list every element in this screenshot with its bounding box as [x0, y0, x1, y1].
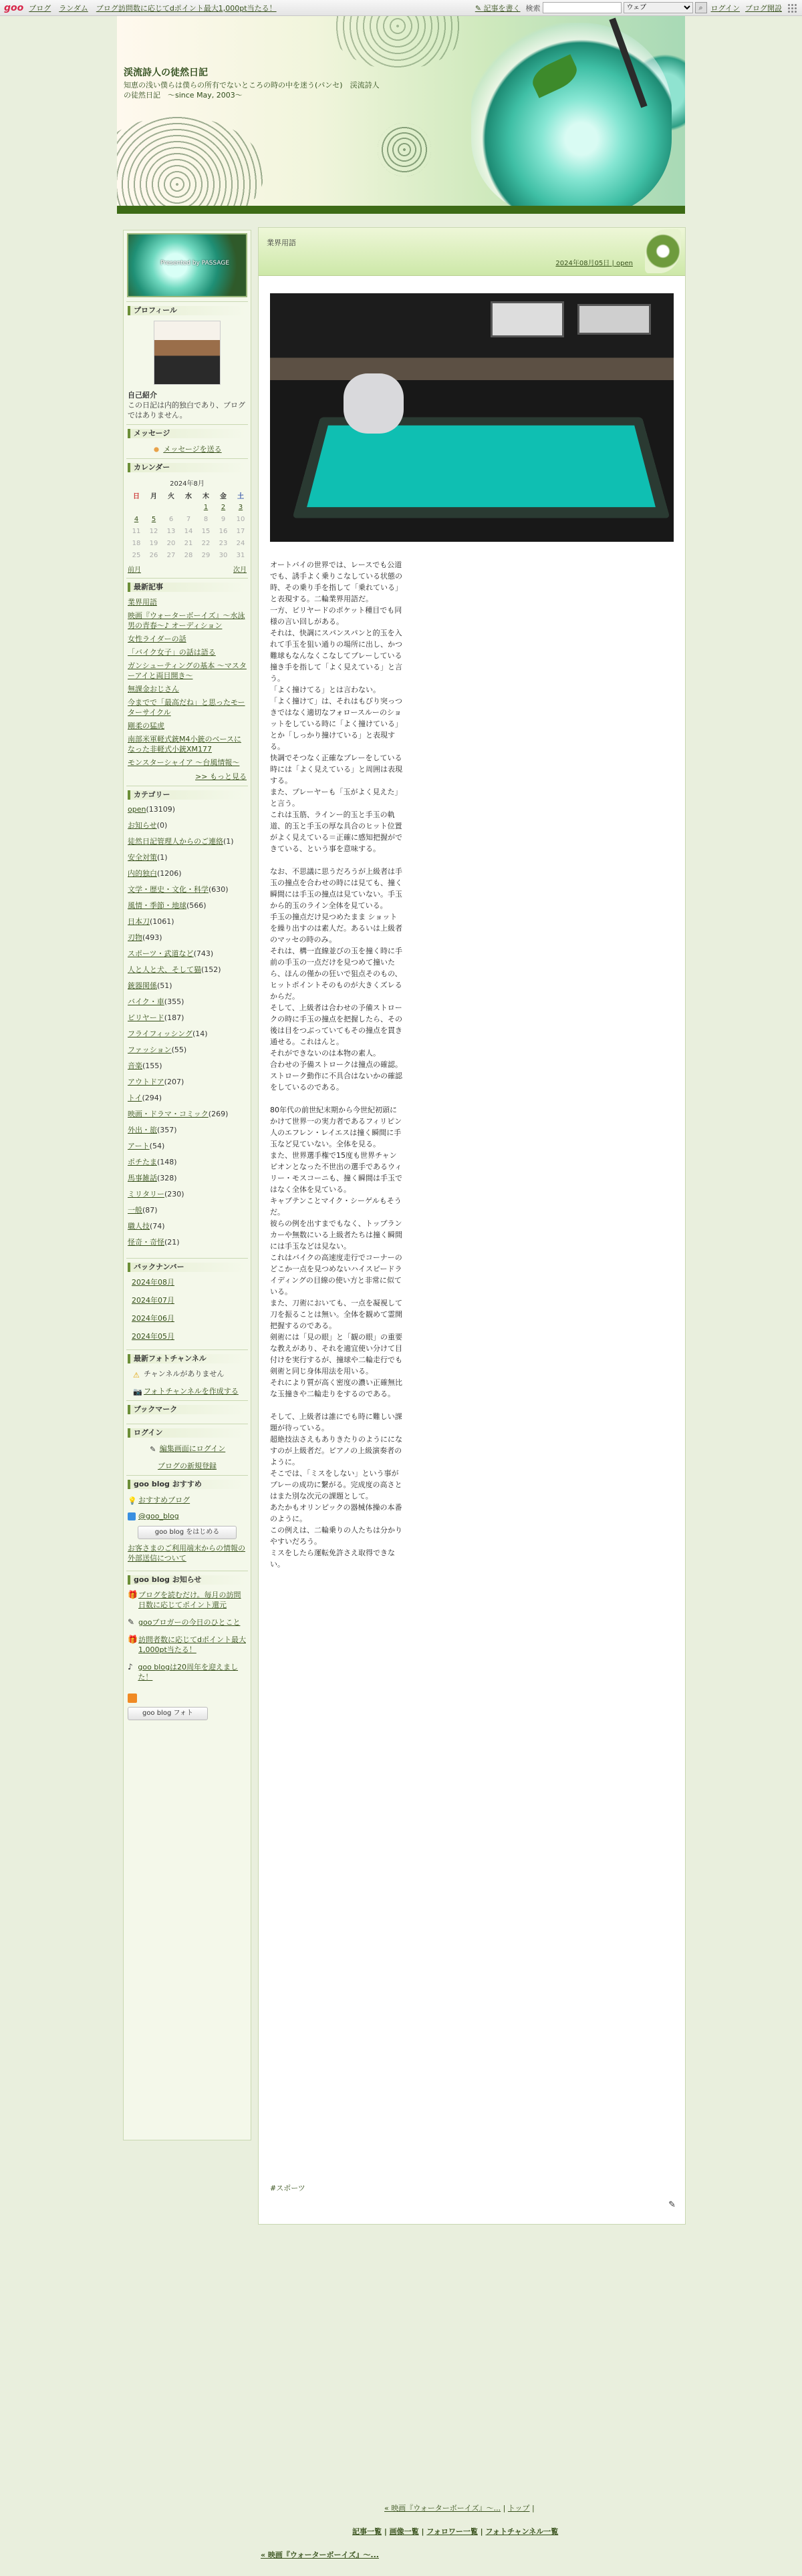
calendar-day [145, 501, 162, 513]
category-link[interactable]: ファッション [128, 1045, 172, 1054]
category-item [128, 1142, 247, 1151]
backnumber-link[interactable]: 2024年05月 [132, 1332, 174, 1341]
calendar-week [128, 525, 249, 537]
calendar-day: 28 [184, 551, 193, 559]
calendar-day: 16 [219, 527, 228, 535]
search-label: 検索 [525, 3, 541, 13]
calendar-day: 18 [132, 539, 141, 547]
profile-widget [126, 301, 248, 424]
category-count: (630) [209, 885, 229, 894]
blog-title[interactable]: 渓流詩人の徒然日記 [124, 67, 208, 78]
global-nav-bar [0, 0, 802, 16]
category-link[interactable]: フライフィッシング [128, 1029, 192, 1038]
recent-post-link[interactable]: 剛柔の猛虎 [128, 721, 164, 730]
create-photo-channel-link[interactable] [133, 1386, 247, 1396]
category-count: (294) [142, 1094, 162, 1102]
person-icon [152, 446, 160, 454]
news-item-label: gooブロガーの今日のひとこと [138, 1618, 241, 1627]
news-heading: goo blog お知らせ [128, 1575, 247, 1585]
news-item[interactable] [128, 1662, 247, 1685]
recommend-blog-label: おすすめブログ [138, 1496, 190, 1504]
calendar-day: 17 [236, 527, 245, 535]
category-count: (566) [186, 901, 207, 910]
bulb-icon: 💡 [128, 1496, 137, 1505]
calendar-day: 10 [236, 515, 245, 523]
photo-channel-empty-label: チャンネルがありません [144, 1370, 225, 1378]
recent-post-link[interactable]: 業界用語 [128, 598, 157, 607]
write-post-label: 記事を書く [483, 3, 521, 13]
category-link[interactable]: 風情・季節・地球 [128, 901, 186, 910]
camera-icon: 📷 [133, 1388, 142, 1396]
login-link[interactable]: ログイン [710, 3, 740, 13]
recent-post-link[interactable]: 今までで「最高だね」と思ったモーターサイクル [128, 698, 245, 717]
write-post-link[interactable]: ✎ 記事を書く [475, 3, 521, 13]
send-message-link[interactable] [128, 444, 247, 454]
calendar-heading: カレンダー [128, 463, 247, 472]
news-item-label: 訪問者数に応じてdポイント最大1,000pt当たる！ [138, 1635, 246, 1654]
calendar-week [128, 549, 249, 561]
calendar-weekday: 木 [203, 492, 209, 500]
calendar-day [180, 501, 197, 513]
calendar-weekday: 水 [185, 492, 192, 500]
leaf-decoration [645, 229, 681, 273]
calendar-day [162, 501, 180, 513]
profile-intro-text: この日記は内的独白であり、ブログではありません。 [128, 401, 245, 420]
category-item [128, 1238, 247, 1247]
lace-pattern [117, 116, 264, 214]
category-item [128, 949, 247, 959]
calendar-weekday: 土 [237, 492, 244, 500]
new-blog-link[interactable]: ブログの新規登録 [158, 1462, 217, 1470]
edit-pencil-icon[interactable]: ✎ [668, 2200, 676, 2210]
category-item [128, 933, 247, 943]
calendar-day: 7 [186, 515, 191, 523]
category-link[interactable]: アート [128, 1142, 150, 1150]
calendar-day: 22 [201, 539, 211, 547]
article-title[interactable]: 業界用語 [267, 238, 296, 247]
article [258, 227, 686, 2225]
category-item [128, 885, 247, 895]
calendar-weekday: 月 [150, 492, 157, 500]
category-item [128, 853, 247, 862]
message-heading: メッセージ [128, 429, 247, 438]
blog-description: 知恵の浅い僕らは僕らの所有でないところの時の中を迷う(パンセ) 渓流詩人の徒然日記 ～since May, 2003～ [124, 81, 380, 100]
calendar-day: 21 [184, 539, 193, 547]
pencil-icon: ✎ [128, 1617, 135, 1627]
category-count: (207) [164, 1078, 184, 1086]
category-item [128, 1206, 247, 1215]
profile-banner-caption: Presented by PASSAGE [160, 260, 230, 267]
category-link[interactable]: トイ [128, 1094, 142, 1102]
article-paragraph: オートバイの世界では、レースでも公道でも、誘手よく乗りこなしている状態の時、その乗り手を指して「乗れている」と表現する。二輪業界用語だ。 一方、ビリヤードのポケット種目でも同様の言い回しがある。 それは、快調にスパンスパンと的玉を入れて手玉を狙い通りの場所に出し、かつ難球もなんなくこなしてプレーしている撞き手を指して「よく見えている」と言う。 「よく撞けてる」とは言わない。 「よく撞けて」は、それはもびり突っつきではなく適切なフォロースルーのショットをしている時に「よく撞けている」とか「しっかり撞けている」と表現する。 快調でそつなく正確なプレーをしている時には「よく見えている」と周囲は表現する。 また、プレーヤーも「玉がよく見えた」と言う。 これは玉筋、ラインー的玉と手玉の軌道、的玉と手玉の厚な具合のヒット位置がよく見えている＝正確に感知把握ができている、という事を意味する。 [270, 560, 402, 853]
category-item [128, 1174, 247, 1183]
category-count: (230) [164, 1190, 184, 1198]
recent-post-link[interactable]: ガンシューティングの基本 ～マスターアイと両目開き～ [128, 661, 247, 680]
category-link[interactable]: 安全対策 [128, 853, 157, 862]
search-scope-select[interactable] [624, 2, 693, 13]
category-item [128, 917, 247, 927]
category-link[interactable]: 外出・旅 [128, 1126, 157, 1134]
category-count: (1) [223, 837, 234, 846]
category-link[interactable]: 刃物 [128, 933, 142, 942]
bottom-prev-post-link[interactable]: « 映画『ウォーターボーイズ』～... [261, 2551, 379, 2559]
category-item [128, 1029, 247, 1039]
photo-channel-list-link[interactable]: フォトチャンネル一覧 [485, 2527, 559, 2536]
gift-icon: 🎁 [128, 1635, 138, 1644]
category-count: (0) [156, 821, 168, 830]
login-widget [126, 1424, 248, 1475]
prev-post-link[interactable]: « 映画『ウォーターボーイズ』～... [384, 2504, 501, 2513]
news-item-label: ブログを読むだけ。毎月の訪問日数に応じてポイント還元 [138, 1591, 241, 1609]
category-link[interactable]: 職人技 [128, 1222, 150, 1231]
article-tag[interactable]: #スポーツ [270, 2184, 305, 2193]
news-item[interactable] [128, 1617, 247, 1631]
category-count: (152) [201, 965, 221, 974]
category-item [128, 1190, 247, 1199]
player-image [344, 373, 404, 434]
profile-intro-label: 自己紹介 [128, 391, 157, 399]
avatar [154, 321, 221, 385]
category-link[interactable]: バイク・車 [128, 997, 164, 1006]
category-count: (493) [142, 933, 162, 942]
recommend-blog-link[interactable] [128, 1494, 247, 1505]
recent-posts-widget [126, 578, 248, 786]
send-message-label: メッセージを送る [163, 445, 222, 454]
category-item [128, 981, 247, 991]
nav-random-link[interactable]: ランダム [59, 3, 88, 13]
calendar-day[interactable]: 3 [238, 503, 243, 511]
search-button[interactable] [695, 2, 707, 13]
category-item [128, 965, 247, 975]
calendar-day: 12 [149, 527, 158, 535]
blog-header [117, 16, 685, 214]
recent-post-link[interactable]: 映画『ウォーターボーイズ』～水泳男の青春～♪ オーディション [128, 611, 245, 630]
article-category-link[interactable]: open [616, 260, 633, 267]
category-count: (269) [208, 1110, 229, 1118]
calendar-next-link[interactable]: 次月 [233, 567, 247, 574]
category-item [128, 901, 247, 911]
calendar-day: 11 [132, 527, 141, 535]
calendar-day: 20 [166, 539, 176, 547]
category-count: (55) [171, 1045, 187, 1054]
goo-blog-photo-button[interactable]: goo blog フォト [128, 1707, 208, 1720]
category-item [128, 1126, 247, 1135]
article-date-link[interactable]: 2024年08月05日 [555, 260, 610, 267]
calendar-table [128, 489, 249, 561]
profile-banner-image [127, 233, 247, 297]
calendar-day[interactable]: 5 [151, 515, 156, 523]
article-meta: 2024年08月05日 | open [555, 260, 633, 267]
twitter-label: @goo_blog [138, 1512, 179, 1520]
category-count: (51) [157, 981, 172, 990]
edit-login-link[interactable] [128, 1443, 247, 1454]
search-icon: ⌕ [698, 3, 703, 12]
category-link[interactable]: スポーツ・武道など [128, 949, 194, 958]
message-widget [126, 424, 248, 458]
poster-image [577, 304, 651, 335]
category-item [128, 1062, 247, 1071]
more-posts-link[interactable]: >> もっと見る [195, 772, 247, 781]
calendar-day[interactable]: 4 [134, 515, 139, 523]
category-count: (743) [193, 949, 214, 958]
open-blog-link[interactable]: ブログ開設 [745, 3, 782, 13]
recent-post-link[interactable]: モンスターシャイア ～台風情報～ [128, 758, 240, 767]
category-count: (21) [164, 1238, 180, 1247]
image-list-link[interactable]: 画像一覧 [389, 2527, 419, 2536]
pool-table-image [292, 417, 670, 518]
category-link[interactable]: 徒然日記管理人からのご連絡 [128, 837, 223, 846]
shaved-ice-glass-image [471, 23, 672, 214]
category-count: (1) [157, 853, 168, 862]
category-list [128, 805, 247, 1247]
calendar-day: 27 [166, 551, 176, 559]
category-link[interactable]: 音楽 [128, 1062, 142, 1070]
category-item [128, 997, 247, 1007]
recent-post-link[interactable]: 無課金おじさん [128, 685, 179, 693]
category-item [128, 1110, 247, 1119]
warning-icon: ⚠ [133, 1371, 140, 1380]
calendar-day: 25 [132, 551, 141, 559]
lace-pattern [331, 16, 464, 69]
backnumber-link[interactable]: 2024年07月 [132, 1296, 174, 1305]
category-item [128, 1078, 247, 1087]
photo-channel-widget [126, 1349, 248, 1400]
header-band [117, 206, 685, 214]
calendar-day: 15 [201, 527, 211, 535]
scoreboard-image [491, 301, 564, 337]
news-item-label: goo blogは20周年を迎えました！ [138, 1663, 239, 1681]
calendar-day [128, 501, 145, 513]
category-count: (87) [142, 1206, 158, 1215]
lace-pattern [378, 123, 431, 176]
goo-logo[interactable]: goo [4, 2, 24, 13]
category-link[interactable]: 映画・ドラマ・コミック [128, 1110, 209, 1118]
twitter-icon [128, 1512, 136, 1520]
follower-list-link[interactable]: フォロワー一覧 [426, 2527, 478, 2536]
backnumber-link[interactable]: 2024年08月 [132, 1278, 174, 1287]
category-link[interactable]: 日本刀 [128, 917, 150, 926]
category-item [128, 1013, 247, 1023]
music-icon: ♪ [128, 1662, 133, 1671]
category-link[interactable]: 一般 [128, 1206, 142, 1215]
calendar-day: 14 [184, 527, 193, 535]
category-count: (54) [149, 1142, 165, 1150]
category-count: (187) [164, 1013, 184, 1022]
recommend-widget [126, 1475, 248, 1571]
calendar-week [128, 513, 249, 525]
gift-icon: 🎁 [128, 1590, 138, 1599]
category-item [128, 1158, 247, 1167]
category-item [128, 869, 247, 878]
calendar-day: 13 [166, 527, 176, 535]
calendar-day: 8 [203, 515, 209, 523]
category-item [128, 821, 247, 830]
create-photo-channel-label: フォトチャンネルを作成する [144, 1387, 239, 1396]
category-link[interactable]: 文学・歴史・文化・科学 [128, 885, 209, 894]
promo-link[interactable]: ブログ訪問数に応じてdポイント最大1,000pt当たる！ [96, 3, 277, 13]
pencil-icon: ✎ [150, 1445, 156, 1454]
recent-post-link[interactable]: 南部米軍軽式銃M4小銃のベースになった非軽式小銃XM177 [128, 735, 241, 754]
category-item [128, 805, 247, 814]
calendar-week [128, 537, 249, 549]
category-link[interactable]: ポチたま [128, 1158, 157, 1166]
backnumber-heading: バックナンバー [128, 1263, 247, 1272]
article-paragraph: 80年代の前世紀末期から今世紀初頭にかけて世界一の実力者であるフィリピン人のエフレン・レイエスは撞く瞬間に手玉など見ていない。全体を見る。 また、世界選手権で15度も世界チャンピオンとなった不世出の選手であるウィリー・モスコーニも、撞く瞬間は手玉ではなく全体を見ている。 キャプテンことマイク・シーゲルもそうだ。 彼らの例を出すまでもなく、トップランカーや無数にいる上級者たちは撞く瞬間には手玉などは見ない。 これはバイクの高速度走行でコーナーのどこか一点を見つめないハイスピードライディングの目線の使い方と非常に似ている。 また、刀術においても、一点を凝視して刀を振ることは無い。全体を観めて霊開把握するのである。 剣術には「見の眼」と「観の眼」の重要な教えがあり、それを適宜使い分けて目付けを実行するが、撞球や二輪走行でも剣術と同じ身体用法を用いる。 それにより質が高く密度の濃い正確無比な玉撞きや二輪走りをするのである。 [270, 1106, 402, 1398]
category-count: (1206) [157, 869, 182, 878]
calendar-day: 29 [201, 551, 211, 559]
recommend-heading: goo blog おすすめ [128, 1480, 247, 1489]
category-link[interactable]: 人と人と犬、そして猫 [128, 965, 201, 974]
twitter-link[interactable] [128, 1512, 247, 1520]
calendar-prev-link[interactable]: 前月 [128, 567, 141, 574]
news-item[interactable] [128, 1635, 247, 1658]
recent-post-link[interactable]: 女性ライダーの話 [128, 635, 186, 643]
profile-heading: プロフィール [128, 306, 247, 315]
backnumber-link[interactable]: 2024年06月 [132, 1314, 174, 1323]
calendar-weekday: 日 [133, 492, 140, 500]
category-count: (148) [157, 1158, 177, 1166]
category-count: (1061) [150, 917, 174, 926]
category-item [128, 1045, 247, 1055]
calendar-day: 6 [168, 515, 174, 523]
category-link[interactable]: お知らせ [128, 821, 157, 830]
category-count: (74) [150, 1222, 165, 1231]
article-paragraph: なお、不思議に思うだろうが上級者は手玉の撞点を合わせの時には見ても、撞く瞬間には手玉の撞点は見ていない。手玉から的玉のライン全体を見ている。 手玉の撞点だけ見つめたまま ショットを繰り出すのは素人だ。あるいは上級者のマッセの時のみ。 それは、構一直線並びの玉を撞く時に手前の手玉の一点だけを見つめて撞いたら、ほんの僅かの狂いで狙点そのもの、ヒットポイントそのものが大きくズレるからだ。 そして、上級者は合わせの予備ストロークの時に手玉の撞点を把握したら、その後は目をつぶっていてもその撞点を貫き通せる。これはんと。 それができないのは本物の素人。 合わせの予備ストロークは撞点の確認。ストローク動作に不具合はないかの確認をしているのである。 [270, 867, 402, 1092]
post-pager: « 映画『ウォーターボーイズ』～... | トップ | [384, 2504, 535, 2513]
post-list-link[interactable]: 記事一覧 [352, 2527, 382, 2536]
photo-channel-heading: 最新フォトチャンネル [128, 1354, 247, 1363]
start-blog-button[interactable]: goo blog をはじめる [138, 1526, 237, 1539]
category-link[interactable]: 怪奇・奇怪 [128, 1238, 164, 1247]
calendar-nav [128, 564, 247, 574]
calendar-day: 30 [219, 551, 228, 559]
external-transmission-link[interactable]: お客さまのご利用端末からの情報の外部送信について [128, 1544, 245, 1563]
calendar-weekday: 火 [168, 492, 174, 500]
bookmark-heading: ブックマーク [128, 1405, 247, 1414]
calendar-day: 31 [236, 551, 245, 559]
billiards-photo[interactable] [270, 293, 674, 542]
search-input[interactable] [543, 2, 622, 13]
top-link[interactable]: トップ [507, 2504, 530, 2513]
calendar-day: 23 [219, 539, 228, 547]
article-body [270, 559, 404, 1581]
categories-widget [126, 786, 248, 1258]
recent-posts-heading: 最新記事 [128, 583, 247, 592]
rss-icon[interactable] [128, 1694, 137, 1703]
category-link[interactable]: ビリヤード [128, 1013, 164, 1022]
category-link[interactable]: アウトドア [128, 1078, 164, 1086]
calendar-day: 9 [221, 515, 226, 523]
footer-links: 記事一覧 | 画像一覧 | フォロワー一覧 | フォトチャンネル一覧 [352, 2527, 559, 2536]
apps-grid-icon[interactable] [787, 3, 797, 13]
categories-heading: カテゴリー [128, 790, 247, 800]
category-count: (13109) [146, 805, 176, 814]
category-count: (357) [157, 1126, 177, 1134]
calendar-day: 24 [236, 539, 245, 547]
category-item [128, 837, 247, 846]
edit-login-label: 編集画面にログイン [159, 1444, 226, 1453]
calendar-month: 2024年8月 [170, 480, 205, 488]
category-count: (328) [157, 1174, 177, 1182]
category-count: (355) [164, 997, 184, 1006]
photo-channel-empty [133, 1369, 247, 1379]
nav-blog-link[interactable]: ブログ [29, 3, 51, 13]
bookmark-widget [126, 1400, 248, 1424]
category-link[interactable]: ミリタリー [128, 1190, 164, 1198]
news-widget [126, 1571, 248, 1728]
recent-post-link[interactable]: 「バイク女子」の話は語る [128, 648, 216, 657]
category-item [128, 1094, 247, 1103]
category-count: (14) [192, 1029, 208, 1038]
calendar-day: 26 [149, 551, 158, 559]
calendar-weekday: 金 [220, 492, 227, 500]
sidebar [123, 230, 251, 2140]
category-item [128, 1222, 247, 1231]
news-item[interactable] [128, 1590, 247, 1613]
calendar-week [128, 501, 249, 513]
calendar-day: 19 [149, 539, 158, 547]
calendar-day[interactable]: 1 [203, 503, 209, 511]
backnumber-widget [126, 1258, 248, 1349]
article-header [259, 228, 685, 276]
category-link[interactable]: open [128, 805, 146, 814]
category-link[interactable]: 馬事雑話 [128, 1174, 157, 1182]
calendar-widget [126, 458, 248, 578]
category-link[interactable]: 銃器関係 [128, 981, 157, 990]
category-count: (155) [142, 1062, 162, 1070]
article-paragraph: そして、上級者は誰にでも時に難しい課題が待っている。 超絶技法さえもありきたりのようにになすのが上級者だ。ピアノの上級演奏者のように。 そこでは、「ミスをしない」という事がプレーの成功に繋がる。完成度の高さとはまた別な次元の課題として。 あたかもオリンピックの器械体操の本番のように。 この例えは、二輪乗りの人たちは分かりやすいだろう。 ミスをしたら運転免許さえ取得できない。 [270, 1412, 402, 1569]
category-link[interactable]: 内的独白 [128, 869, 157, 878]
login-heading: ログイン [128, 1428, 247, 1438]
calendar-day[interactable]: 2 [221, 503, 226, 511]
